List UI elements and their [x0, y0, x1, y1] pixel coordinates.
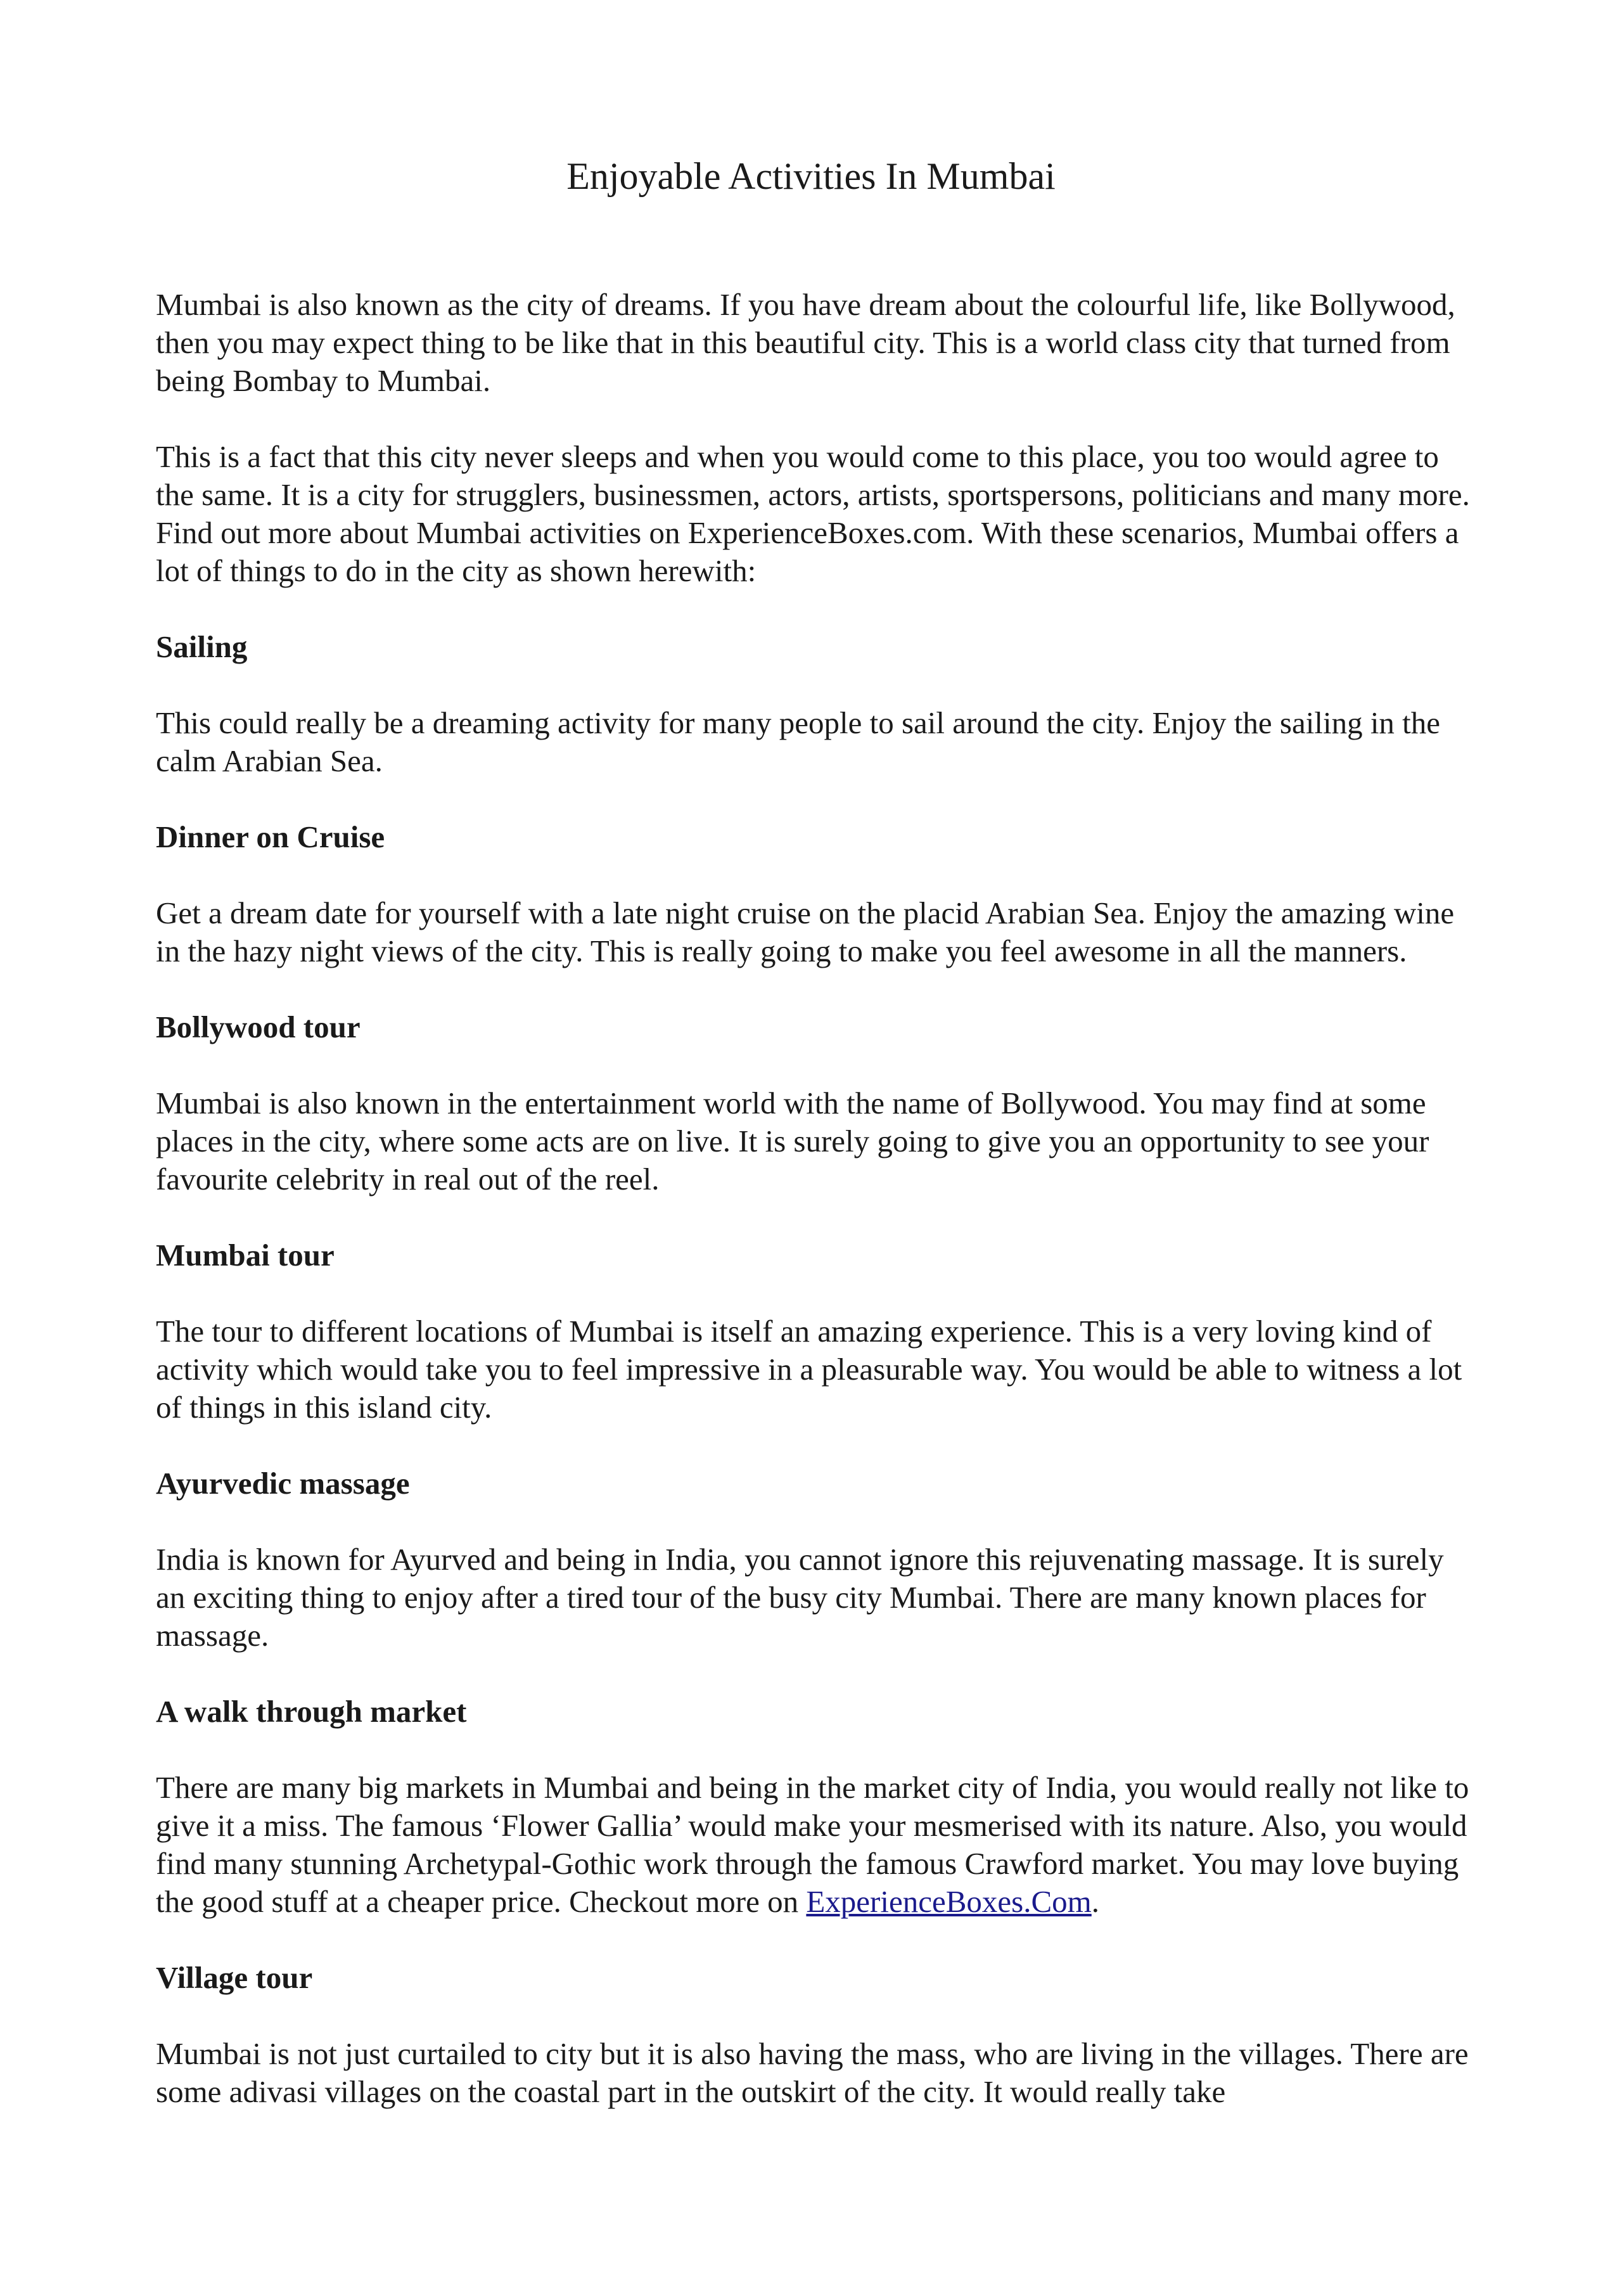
section-heading-ayurvedic-massage: Ayurvedic massage [156, 1466, 410, 1501]
section-body-bollywood-tour: Mumbai is also known in the entertainment world with the name of Bollywood. You may find at some places in the city, where some acts are on live. It is surely going to give you an opportunity to see your favourite celebrity in real out of the reel. [156, 1086, 1429, 1196]
section-body-mumbai-tour: The tour to different locations of Mumbai is itself an amazing experience. This is a very loving kind of activity which would take you to feel impressive in a pleasurable way. You would be able to witness a lot of things in this island city. [156, 1314, 1462, 1425]
intro-paragraph-2: This is a fact that this city never sleeps and when you would come to this place, you too would agree to the same. It is a city for strugglers, businessmen, actors, artists, sportspersons, politicians and many more. Find out more about Mumbai activities on ExperienceBoxes.com. With these scenarios, Mumbai offers a lot of things to do in the city as shown herewith: [156, 439, 1470, 588]
document-body [156, 286, 1480, 2111]
section-heading-dinner-on-cruise: Dinner on Cruise [156, 819, 385, 854]
section-heading-bollywood-tour: Bollywood tour [156, 1010, 361, 1044]
section-heading-walk-through-market: A walk through market [156, 1694, 467, 1729]
section-heading-mumbai-tour: Mumbai tour [156, 1238, 335, 1273]
intro-paragraph-1: Mumbai is also known as the city of dreams. If you have dream about the colourful life, like Bollywood, then you may expect thing to be like that in this beautiful city. This is a world class city that turned from being Bombay to Mumbai. [156, 287, 1455, 398]
document-title: Enjoyable Activities In Mumbai [566, 155, 1056, 197]
section-body-dinner-on-cruise: Get a dream date for yourself with a late night cruise on the placid Arabian Sea. Enjoy the amazing wine in the hazy night views of the city. This is really going to make you feel awesome in all the manners. [156, 895, 1455, 968]
section-body-sailing: This could really be a dreaming activity for many people to sail around the city. Enjoy the sailing in the calm Arabian Sea. [156, 705, 1441, 778]
section-body-walk-through-market [156, 1769, 1480, 1921]
section-body-ayurvedic-massage: India is known for Ayurved and being in India, you cannot ignore this rejuvenating massage. It is surely an exciting thing to enjoy after a tired tour of the busy city Mumbai. There are many known places for massage. [156, 1542, 1444, 1653]
experienceboxes-link[interactable]: ExperienceBoxes.Com [806, 1884, 1092, 1919]
section-body-village-tour: Mumbai is not just curtailed to city but it is also having the mass, who are living in the villages. There are some adivasi villages on the coastal part in the outskirt of the city. It would really take [156, 2036, 1469, 2109]
section-heading-village-tour: Village tour [156, 1960, 313, 1995]
market-body-period: . [1091, 1884, 1100, 1919]
market-body-text: There are many big markets in Mumbai and being in the market city of India, you would really not like to give it a miss. The famous ‘Flower Gallia’ would make your mesmerised with its nature. Also, you would find many stunning Archetypal-Gothic work through the famous Crawford market. You may love buying the good stuff at a cheaper price. Checkout more on [156, 1770, 1469, 1919]
section-heading-sailing: Sailing [156, 629, 248, 664]
